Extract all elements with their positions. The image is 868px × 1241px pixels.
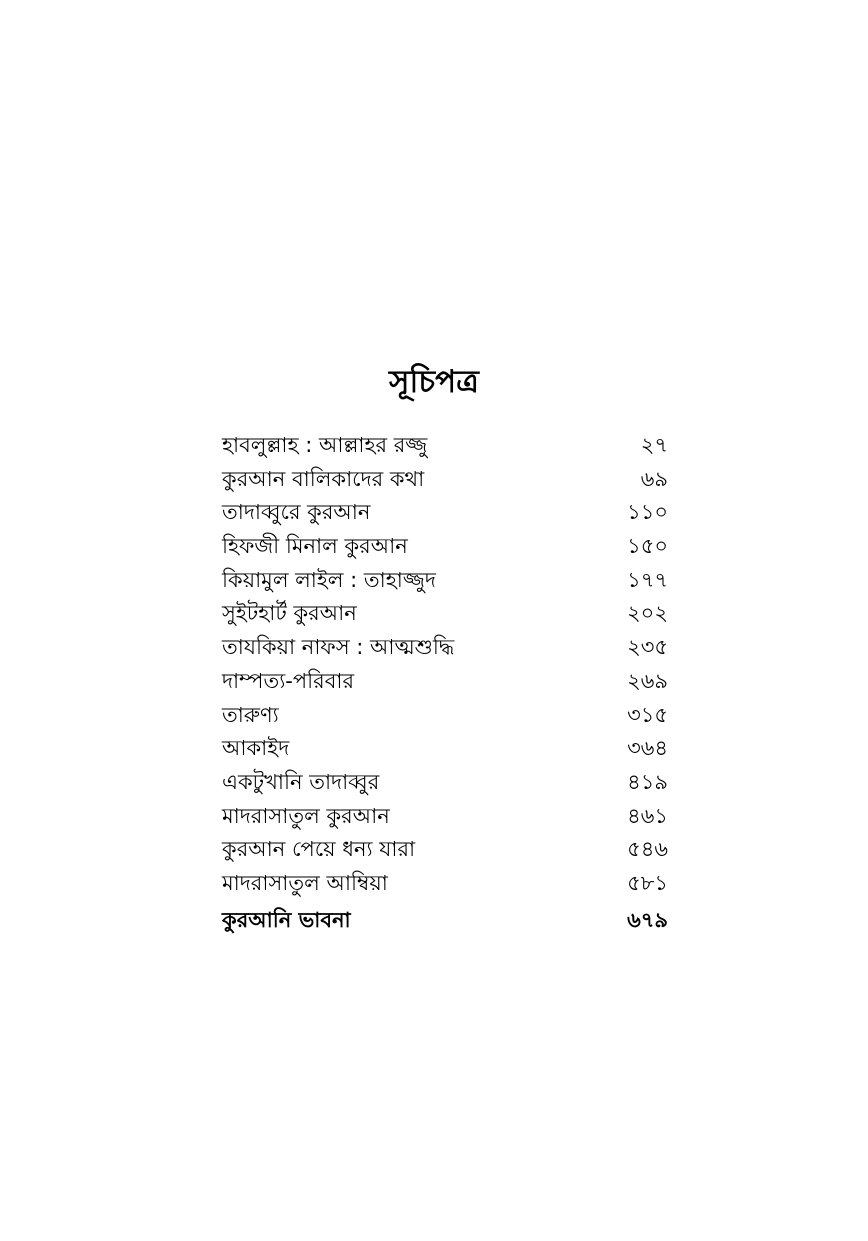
toc-entry-title: কিয়ামুল লাইল : তাহাজ্জুদ: [222, 567, 436, 592]
toc-entry-title: তাদাব্বুরে কুরআন: [222, 500, 371, 525]
toc-entry[interactable]: [222, 564, 668, 598]
toc-entry-page-number: ৩৬৪: [627, 736, 668, 761]
toc-entry-title: তাযকিয়া নাফস : আত্মশুদ্ধি: [222, 635, 455, 660]
toc-entry-page-number: ৬৯: [640, 466, 668, 491]
toc-entry[interactable]: [222, 631, 668, 665]
toc-entry-page-number: ৫৪৬: [627, 837, 668, 862]
toc-entry[interactable]: [222, 766, 668, 800]
toc-entry-title: মাদরাসাতুল কুরআন: [222, 803, 390, 828]
toc-entry[interactable]: [222, 867, 668, 901]
toc-entry[interactable]: [222, 665, 668, 699]
toc-entry-title: মাদরাসাতুল আম্বিয়া: [222, 870, 388, 895]
toc-entry[interactable]: [222, 833, 668, 867]
toc-entry-page-number: ১৫০: [627, 534, 668, 559]
toc-entry[interactable]: [222, 597, 668, 631]
toc-entry-title: কুরআন পেয়ে ধন্য যারা: [222, 837, 416, 862]
toc-entry-page-number: ৫৮১: [627, 870, 668, 895]
toc-entry-page-number: ৪৬১: [627, 803, 668, 828]
toc-entry-page-number: ২৭: [640, 433, 668, 457]
toc-entry-title: তারুণ্য: [222, 702, 279, 727]
toc-entry[interactable]: [222, 496, 668, 530]
toc-entry-title: একটুখানি তাদাব্বুর: [222, 769, 380, 794]
toc-entry-title: কুরআন বালিকাদের কথা: [222, 466, 425, 491]
toc-entry[interactable]: [222, 800, 668, 834]
toc-entry[interactable]: [222, 901, 668, 941]
toc-entry[interactable]: [222, 530, 668, 564]
toc-entry[interactable]: [222, 463, 668, 497]
page-title: সূচিপত্র: [389, 364, 479, 400]
toc-entry-page-number: ৬৭৯: [627, 907, 668, 932]
toc-entry-title: দাম্পত্য-পরিবার: [222, 668, 355, 693]
table-of-contents: [222, 429, 668, 941]
toc-entry-page-number: ২৬৯: [627, 668, 668, 693]
toc-entry-page-number: ২৩৫: [627, 635, 668, 660]
toc-entry-title: হাবলুল্লাহ : আল্লাহর রজ্জু: [222, 433, 428, 457]
toc-entry-page-number: ১১০: [627, 500, 668, 525]
toc-entry[interactable]: [222, 699, 668, 733]
toc-entry-page-number: ৪১৯: [627, 769, 668, 794]
toc-entry-title: হিফজী মিনাল কুরআন: [222, 534, 408, 559]
toc-entry-title: কুরআনি ভাবনা: [222, 907, 351, 932]
toc-entry-page-number: ১৭৭: [627, 567, 668, 592]
toc-entry-title: সুইটহার্ট কুরআন: [222, 601, 357, 626]
toc-entry-title: আকাইদ: [222, 736, 290, 761]
toc-entry-page-number: ৩১৫: [627, 702, 668, 727]
toc-entry[interactable]: [222, 429, 668, 463]
toc-entry-page-number: ২০২: [627, 601, 668, 626]
toc-entry[interactable]: [222, 732, 668, 766]
